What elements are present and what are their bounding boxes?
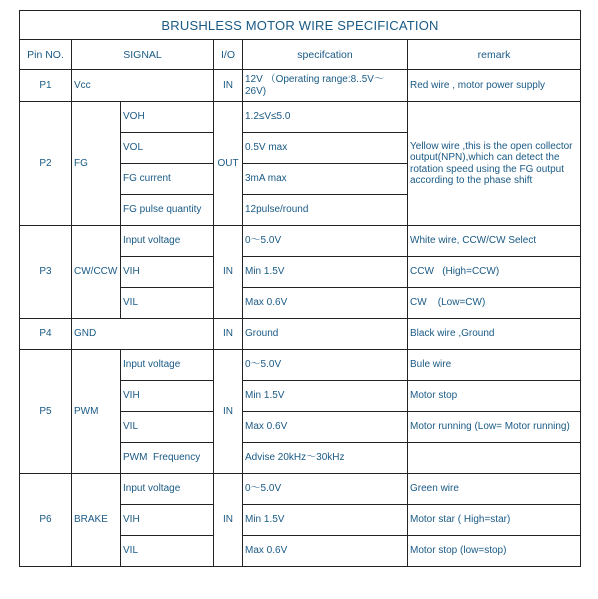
remark-cell: CCW (High=CCW) (408, 257, 581, 288)
header-io: I/O (214, 40, 243, 70)
signal-cell: BRAKE (72, 474, 121, 567)
remark-cell: Motor running (Low= Motor running) (408, 412, 581, 443)
param-cell: Input voltage (121, 226, 214, 257)
remark-cell: Motor star ( High=star) (408, 505, 581, 536)
pin-cell: P5 (20, 350, 72, 474)
signal-cell: GND (72, 319, 214, 350)
spec-cell: 0～5.0V (243, 226, 408, 257)
spec-cell: 0.5V max (243, 133, 408, 164)
remark-cell: Green wire (408, 474, 581, 505)
pin-cell: P3 (20, 226, 72, 319)
spec-cell: 3mA max (243, 164, 408, 195)
remark-cell: Red wire , motor power supply (408, 70, 581, 102)
spec-cell: 12V （Operating range:8..5V～26V) (243, 70, 408, 102)
table-row-p3 (20, 226, 581, 257)
param-cell: VIH (121, 381, 214, 412)
spec-sheet (19, 10, 580, 582)
signal-cell: Vcc (72, 70, 214, 102)
io-cell: IN (214, 474, 243, 567)
remark-cell: Black wire ,Ground (408, 319, 581, 350)
table-row-p5 (20, 350, 581, 381)
table-row-p6 (20, 474, 581, 505)
remark-cell: Motor stop (low=stop) (408, 536, 581, 567)
param-cell: FG pulse quantity (121, 195, 214, 226)
io-cell: OUT (214, 102, 243, 226)
spec-cell: 12pulse/round (243, 195, 408, 226)
pin-cell: P4 (20, 319, 72, 350)
spec-cell: 0～5.0V (243, 350, 408, 381)
pin-cell: P1 (20, 70, 72, 102)
header-row (20, 40, 581, 70)
header-pin: Pin NO. (20, 40, 72, 70)
table-row-p1 (20, 70, 581, 102)
param-cell: PWM Frequency (121, 443, 214, 474)
remark-cell: CW (Low=CW) (408, 288, 581, 319)
remark-cell: Bule wire (408, 350, 581, 381)
param-cell: FG current (121, 164, 214, 195)
table-title: BRUSHLESS MOTOR WIRE SPECIFICATION (20, 11, 581, 40)
param-cell: VIH (121, 505, 214, 536)
param-cell: VIH (121, 257, 214, 288)
spec-cell: 0～5.0V (243, 474, 408, 505)
remark-cell: Yellow wire ,this is the open collector output(NPN),which can detect the rotation speed using the FG output according to the phase shift (408, 102, 581, 226)
signal-cell: CW/CCW (72, 226, 121, 319)
param-cell: VIL (121, 536, 214, 567)
spec-cell: Max 0.6V (243, 288, 408, 319)
table-row-p2 (20, 102, 581, 133)
spec-cell: Max 0.6V (243, 412, 408, 443)
spec-cell: Min 1.5V (243, 381, 408, 412)
io-cell: IN (214, 70, 243, 102)
param-cell: VOH (121, 102, 214, 133)
pin-cell: P6 (20, 474, 72, 567)
table-row-p4 (20, 319, 581, 350)
io-cell: IN (214, 319, 243, 350)
param-cell: Input voltage (121, 350, 214, 381)
signal-cell: FG (72, 102, 121, 226)
spec-cell: Min 1.5V (243, 257, 408, 288)
title-row (20, 11, 581, 40)
wire-spec-table (19, 10, 581, 567)
param-cell: VOL (121, 133, 214, 164)
spec-cell: Max 0.6V (243, 536, 408, 567)
spec-cell: Advise 20kHz～30kHz (243, 443, 408, 474)
remark-cell (408, 443, 581, 474)
param-cell: Input voltage (121, 474, 214, 505)
io-cell: IN (214, 226, 243, 319)
param-cell: VIL (121, 412, 214, 443)
spec-cell: 1.2≤V≤5.0 (243, 102, 408, 133)
signal-cell: PWM (72, 350, 121, 474)
param-cell: VIL (121, 288, 214, 319)
io-cell: IN (214, 350, 243, 474)
header-spec: specifcation (243, 40, 408, 70)
spec-cell: Ground (243, 319, 408, 350)
spec-cell: Min 1.5V (243, 505, 408, 536)
remark-cell: Motor stop (408, 381, 581, 412)
header-remark: remark (408, 40, 581, 70)
remark-cell: White wire, CCW/CW Select (408, 226, 581, 257)
header-signal: SIGNAL (72, 40, 214, 70)
pin-cell: P2 (20, 102, 72, 226)
